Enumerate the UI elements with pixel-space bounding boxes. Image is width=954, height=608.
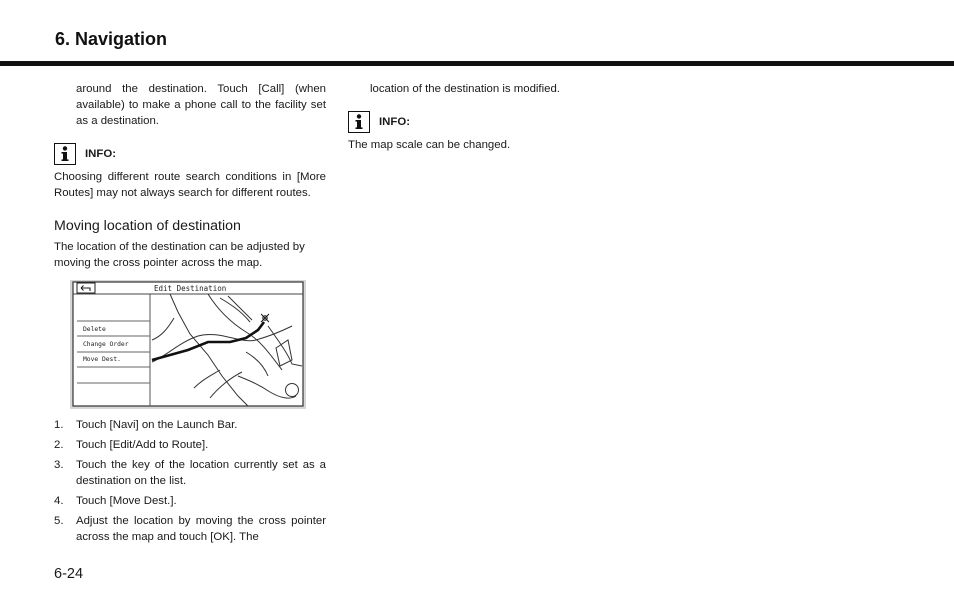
step-number: 5. [54, 515, 64, 527]
info-heading [54, 143, 326, 165]
info-icon [54, 143, 76, 165]
back-icon [77, 283, 95, 293]
screen-figure [70, 280, 306, 409]
step-text: Touch the key of the location currently set as a destination on the list. [76, 459, 326, 487]
right-column [348, 81, 608, 153]
menu-item-change-order[interactable]: Change Order [83, 341, 129, 348]
continued-paragraph: around the destination. Touch [Call] (when available) to make a phone call to the facility set as a destination. [76, 83, 326, 127]
info-heading [348, 111, 608, 133]
screen-title: Edit Destination [154, 284, 227, 293]
info-text: The map scale can be changed. [348, 139, 511, 151]
menu-item-move-dest[interactable]: Move Dest. [83, 356, 121, 363]
list-item [54, 417, 326, 433]
step-text: Touch [Edit/Add to Route]. [76, 439, 209, 451]
step-number: 4. [54, 495, 64, 507]
steps-list [54, 417, 326, 545]
left-column [54, 81, 326, 549]
step-text: Adjust the location by moving the cross pointer across the map and touch [OK]. The [76, 515, 326, 543]
info-label: INFO: [379, 116, 411, 128]
step-number: 3. [54, 459, 64, 471]
chapter-title: 6. Navigation [55, 29, 168, 49]
step-text: Touch [Navi] on the Launch Bar. [76, 419, 238, 431]
section-intro: The location of the destination can be adjusted by moving the cross pointer across the map. [54, 241, 305, 269]
list-item [54, 493, 326, 509]
section-heading: Moving location of destination [54, 218, 241, 234]
step-text: Touch [Move Dest.]. [76, 495, 177, 507]
info-label: INFO: [85, 148, 117, 160]
header-rule [0, 61, 954, 66]
step-number: 2. [54, 439, 64, 451]
step-number: 1. [54, 419, 64, 431]
continued-paragraph: location of the destination is modified. [370, 83, 560, 95]
page-number: 6-24 [54, 566, 84, 582]
list-item [54, 437, 326, 453]
menu-item-delete[interactable]: Delete [83, 326, 106, 333]
info-text: Choosing different route search conditions in [More Routes] may not always search for different routes. [54, 171, 326, 199]
list-item [54, 513, 326, 545]
list-item [54, 457, 326, 489]
info-icon [348, 111, 370, 133]
